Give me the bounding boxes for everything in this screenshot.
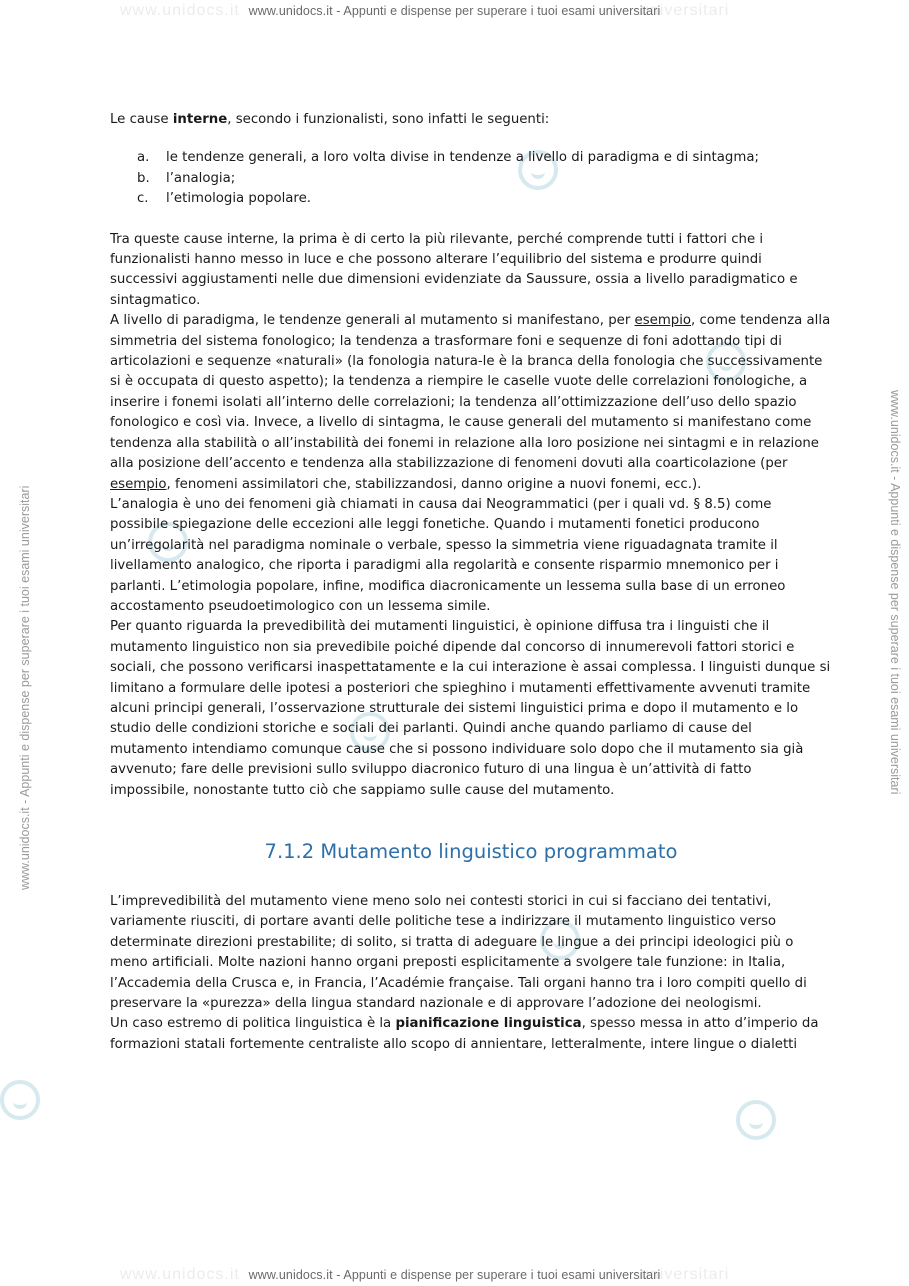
side-watermark-left: www.unidocs.it - Appunti e dispense per superare i tuoi esami universitari: [18, 485, 32, 890]
paragraph-paradigm-level: A livello di paradigma, le tendenze generali al mutamento si manifestano, per esempio, come tendenza alla simmetria del sistema fonologico; la tendenza a trasformare foni e sequenze di foni adottando tipi di articolazioni e sequenze «naturali» (la fonologia natura-le è la branca della fonologia che successivamente si è occupata di questo aspetto); la tendenza a riempire le caselle vuote delle correlazioni fonologiche, a inserire i fonemi isolati all’interno delle correlazioni; la tendenza all’ottimizzazione dell’uso dello spazio fonologico e così via. Invece, a livello di sintagma, le cause generali del mutamento si manifestano come tendenza alla stabilità o all’instabilità dei fonemi in relazione alla loro posizione nei sintagmi e in relazione alla posizione dell’accento e tendenza alla stabilizzazione di fenomeni dovuti alla coarticolazione (per esempio, fenomeni assimilatori che, stabilizzandosi, danno origine a nuovi fonemi, ecc.).: [110, 313, 831, 492]
underlined-word: esempio: [110, 476, 167, 492]
watermark-ghost-top: www.unidocs.it: [120, 2, 240, 19]
unidocs-logo-icon: [0, 1080, 40, 1120]
document-body: [110, 110, 832, 1055]
intro-paragraph: Le cause interne, secondo i funzionalisti, sono infatti le seguenti:: [110, 112, 550, 127]
list-item: c. l’etimologia popolare.: [137, 191, 312, 207]
list-item: b. l’analogia;: [137, 170, 236, 186]
paragraph-internal-causes: Tra queste cause interne, la prima è di certo la più rilevante, perché comprende tutti i fattori che i funzionalisti hanno messo in luce e che possono alterare l’equilibrio del sistema e produrre quindi successivi aggiustamenti nelle due dimensioni evidenziate da Saussure, ossia a livello paradigmatico e sintagmatico.: [110, 231, 798, 308]
watermark-ghost-top-right: universitari: [640, 2, 730, 19]
underlined-word: esempio: [634, 313, 692, 329]
unidocs-logo-icon: [736, 1100, 776, 1140]
paragraph-analogy: L’analogia è uno dei fenomeni già chiamati in causa dai Neogrammatici (per i quali vd. § 8.5) come possibile spiegazione delle eccezioni alle leggi fonetiche. Quando i mutamenti fonetici producono un’irregolarità nel paradigma nominale o verbale, spesso la simmetria viene riguadagnata tramite il livellamento analogico, che riporta i paradigmi alla regolarità e consente risparmio mnemonico per i parlanti. L’etimologia popolare, infine, modifica diacronicamente un lessema sulla base di un erroneo accostamento pseudoetimologico con un lessema simile.: [110, 496, 786, 614]
paragraph-predictability: Per quanto riguarda la prevedibilità dei mutamenti linguistici, è opinione diffusa tra i linguisti che il mutamento linguistico non sia prevedibile poiché dipende dal concorso di innumerevoli fattori storici e sociali, che possono verificarsi inaspettatamente e la cui interazione è assai complessa. I linguisti dunque si limitano a formulare delle ipotesi a posteriori che spieghino i mutamenti effettivamente avvenuti tramite alcuni principi generali, l’osservazione strutturale dei sistemi linguistici prima e dopo il mutamento e lo studio delle condizioni storiche e sociali dei parlanti. Quindi anche quando parliamo di cause del mutamento intendiamo comunque cause che si possono individuare solo dopo che il mutamento sia già avvenuto; fare delle previsioni sullo sviluppo diacronico futuro di una lingua è un’attività di fatto impossibile, nonostante tutto ciò che sappiamo sulle cause del mutamento.: [110, 619, 831, 798]
bold-term: pianificazione linguistica: [395, 1016, 582, 1032]
intro-bold-term: interne: [172, 112, 228, 127]
paragraph-unpredictability: L’imprevedibilità del mutamento viene meno solo nei contesti storici in cui si facciano dei tentativi, variamente riusciti, di portare avanti delle politiche tese a indirizzare il mutamento linguistico verso determinate direzioni prestabilite; di solito, si tratta di adeguare le lingue a dei principi ideologici più o meno artificiali. Molte nazioni hanno organi preposti esplicitamente a svolgere tale funzione: in Italia, l’Accademia della Crusca e, in Francia, l’Académie française. Tali organi hanno tra i loro compiti quello di preservare la «purezza» della lingua standard nazionale e di approvare l’adozione dei neologismi.: [110, 894, 807, 1012]
side-watermark-right: www.unidocs.it - Appunti e dispense per superare i tuoi esami universitari: [888, 390, 902, 795]
footer-watermark: www.unidocs.it - Appunti e dispense per superare i tuoi esami universitari: [248, 1268, 661, 1282]
causes-list: [110, 148, 832, 209]
paragraph-language-planning: Un caso estremo di politica linguistica è la pianificazione linguistica, spesso messa in atto d’imperio da formazioni statali fortemente centraliste allo scopo di annientare, letteralmente, intere lingue o dialetti: [110, 1016, 819, 1052]
section-heading: 7.1.2 Mutamento linguistico programmato: [264, 840, 678, 863]
list-item: a. le tendenze generali, a loro volta divise in tendenze a livello di paradigma e di sintagma;: [137, 150, 759, 166]
watermark-ghost-bottom: www.unidocs.it: [120, 1266, 240, 1283]
header-watermark: www.unidocs.it - Appunti e dispense per superare i tuoi esami universitari: [248, 4, 661, 18]
watermark-ghost-bottom-right: universitari: [640, 1266, 730, 1283]
